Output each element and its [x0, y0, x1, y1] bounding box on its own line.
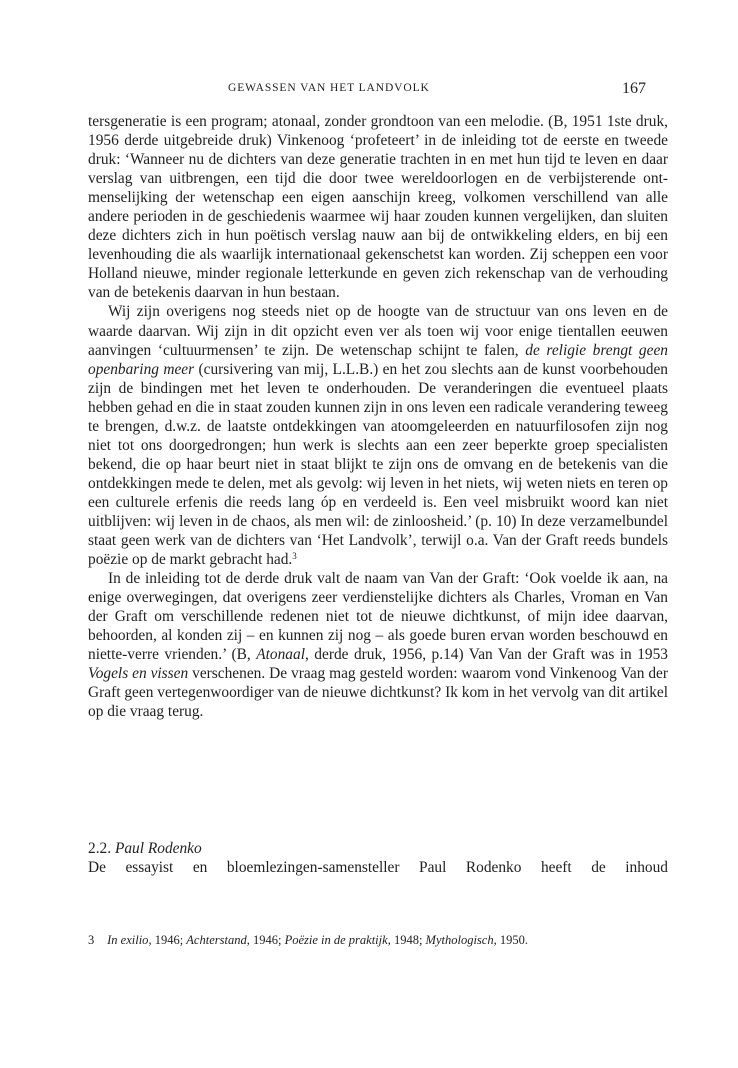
footnote-year-4: , 1950.: [493, 933, 528, 947]
footnote-year-3: , 1948;: [387, 933, 426, 947]
paragraph-2-text-a: Wij zijn overigens nog steeds niet op de hoogte van de structuur van ons leven en de waarde daarvan. Wij zijn in dit opzicht even ver als toen wij voor enige tientallen eeuwen aanvingen ‘cultuurmensen’ te zijn. De wetenschap schijnt te falen,: [88, 303, 668, 359]
running-title: GEWASSEN VAN HET LANDVOLK: [228, 82, 430, 94]
footnote: [88, 932, 668, 948]
paragraph-2-text-b: (cursivering van mij, L.L.B.) en het zou slechts aan de kunst voorbehouden zijn de bindingen met het leven te onderhouden. De veranderingen die eventueel plaats hebben gehad en die in staat zouden kunnen zijn in ons leven een radicale verandering teweeg te brengen, d.w.z. de laatste ontdekkingen van atoomgeleerden en natuurfilosofen zijn nog niet tot ons doorgedrongen; hun werk is slechts aan een zeer beperkte groep specialisten bekend, die op haar beurt niet in staat blijkt te zijn ons de omvang en de betekenis van die ontdekkingen mede te delen, met als gevolg: wij leven in het niets, wij weten niets en teren op een culturele erfenis die reeds lang óp en verdeeld is. Een veel misbruikt woord kan niet uitblijven: wij leven in de chaos, als men wil: de zinloosheid.’ (p. 10) In deze verzamelbundel staat geen werk van de dichters van ‘Het Landvolk’, terwijl o.a. Van der Graft reeds bundels poëzie op de markt gebracht had.: [88, 360, 668, 569]
page-number: 167: [622, 80, 646, 97]
footnote-title-2: Achterstand: [186, 933, 247, 947]
paragraph-3: [88, 569, 668, 721]
paragraph-3-text-a: In de inleiding tot de derde druk valt de naam van Van der Graft: ‘Ook voelde ik aan, na enige overwegingen, dat overigens zeer verdienstelijke dichters als Charles, Vroman en Van der Graft om verschillende redenen niet tot de nieuwe dichtkunst, of mijn idee daarvan, behoorden, al konden zij – en kunnen zij nog – als goede buren ervan worden beschouwd en niette-verre vrienden.’ (B,: [88, 570, 668, 664]
footnote-year-2: , 1946;: [246, 933, 285, 947]
paragraph-3-text-b: , derde druk, 1956, p.14) Van Van der Graft was in 1953: [304, 646, 668, 664]
paragraph-3-text-c: verschenen. De vraag mag gesteld worden: waarom vond Vinkenoog Van der Graft geen vertegenwoordiger van de nieuwe dichtkunst? Ik kom in het vervolg van dit artikel op die vraag terug.: [88, 665, 669, 721]
footnote-title-4: Mythologisch: [425, 933, 494, 947]
paragraph-1-text: tersgeneratie is een program; atonaal, zonder grondtoon van een melodie. (B, 1951 1ste druk, 1956 derde uitgebreide druk) Vinkenoog ‘profeteert’ in de inleiding tot de eerste en tweede druk: ‘Wanneer nu de dichters van deze generatie trachten in en met hun tijd te leven en daar verslag van uitbrengen, een tijd die door twee wereldoorlogen en de verbijsterende ontmenselijking der wetenschap een eigen aanschijn kreeg, volkomen verschillend van alle andere perioden in de geschiedenis waarmee wij haar zouden kunnen vergelijken, dan sluiten deze dichters zich in hun poëtisch verslag nauw aan bij de ontwikkeling elders, en bij een levenhouding die als waarlijk internationaal gekenschetst kan worden. Zij scheppen een voor Holland nieuwe, minder regionale letterkunde en geven zich rekenschap van de verhouding van de betekenis daarvan in hun bestaan.: [88, 113, 668, 302]
footnote-title-3: Poëzie in de praktijk: [284, 933, 388, 947]
section-title: Paul Rodenko: [114, 840, 202, 857]
section-text: De essayist en bloemlezingen-samensteller Paul Rodenko heeft de inhoud: [88, 859, 668, 876]
paragraph-2-emphasis: de religie brengt geen openbaring meer: [88, 341, 668, 378]
footnote-title-1: In exilio: [107, 933, 149, 947]
paragraph-3-title-vogels: Vogels en vissen: [88, 665, 189, 683]
paragraph-3-title-atonaal: Atonaal: [256, 646, 305, 664]
section-number: 2.2.: [88, 840, 112, 857]
footnote-year-1: , 1946;: [148, 933, 187, 947]
paragraph-1: [88, 112, 668, 302]
section-heading: [88, 839, 668, 858]
footnote-reference[interactable]: 3: [292, 551, 297, 562]
book-page: [88, 0, 668, 1068]
running-head: [88, 80, 668, 100]
paragraph-2: [88, 302, 668, 569]
body-text: [88, 112, 668, 722]
footnote-mark: 3: [88, 933, 95, 947]
